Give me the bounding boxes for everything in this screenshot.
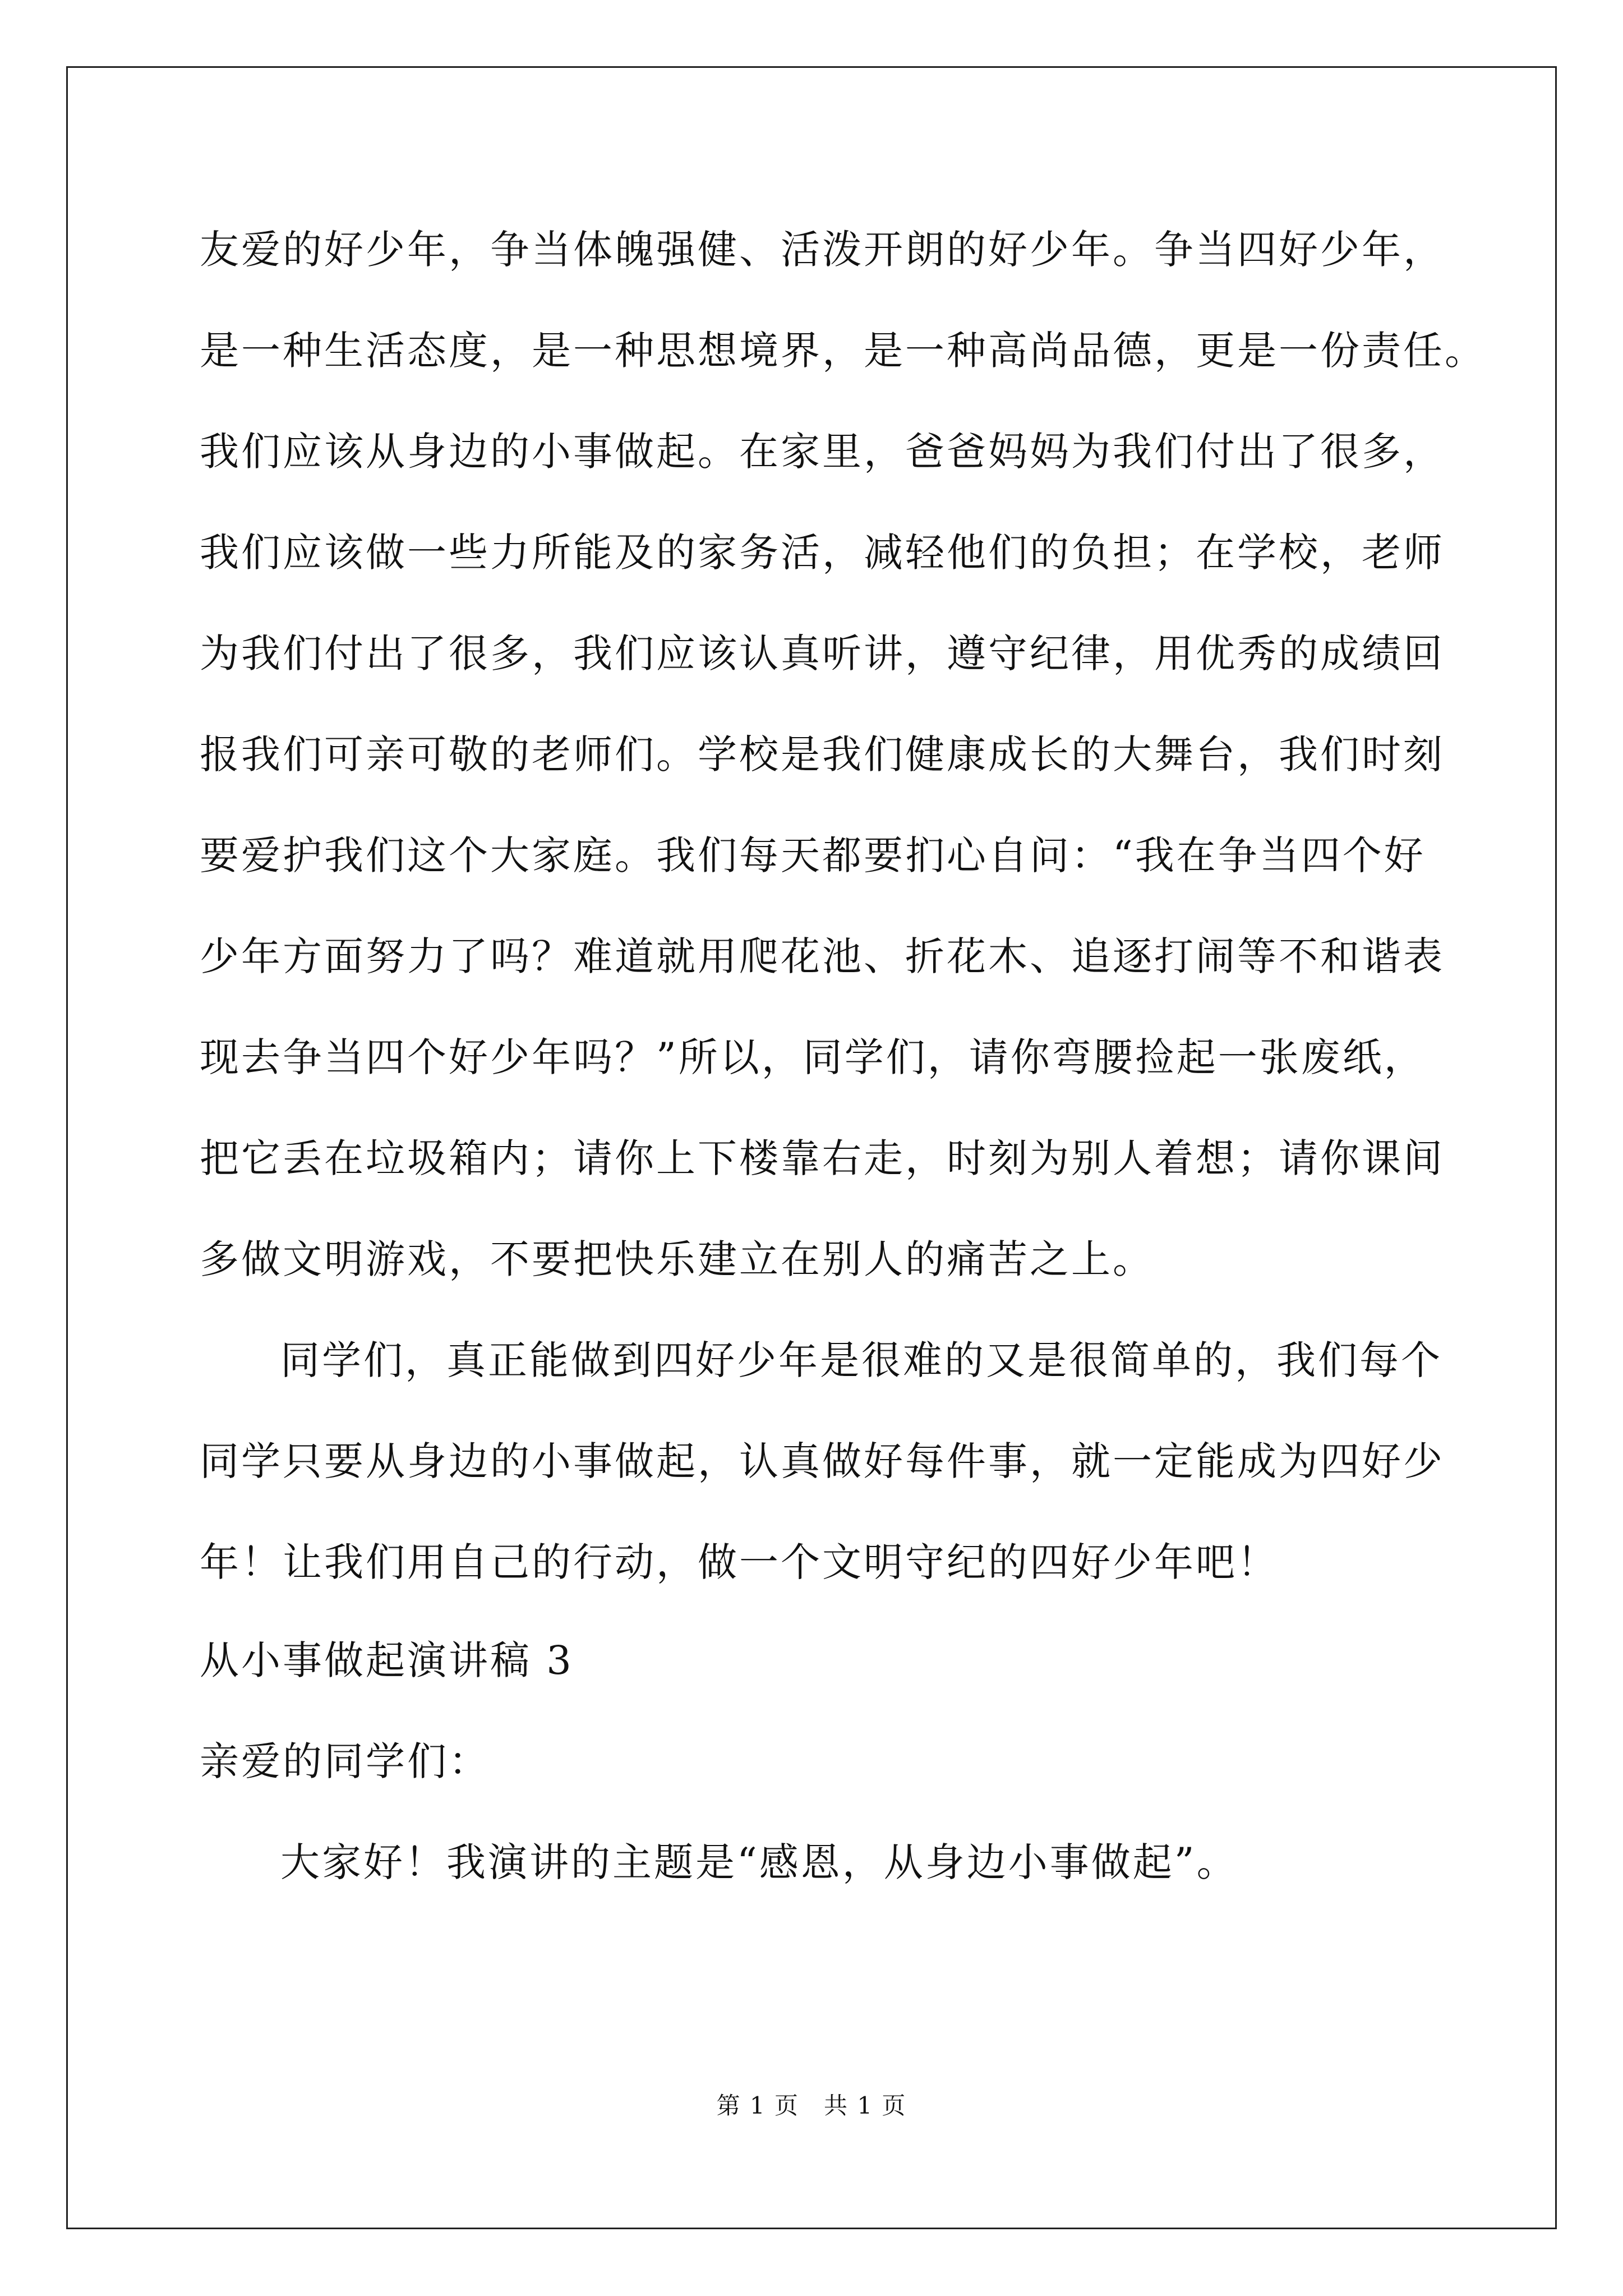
- body-line: 同学只要从身边的小事做起，认真做好每件事，就一定能成为四好少: [200, 1438, 1445, 1484]
- body-line: 把它丢在垃圾箱内；请你上下楼靠右走，时刻为别人着想；请你课间: [200, 1135, 1445, 1181]
- page-footer: 第 1 页 共 1 页: [716, 2092, 907, 2119]
- body-line: 报我们可亲可敬的老师们。学校是我们健康成长的大舞台，我们时刻: [200, 731, 1445, 777]
- body-line: 少年方面努力了吗？难道就用爬花池、折花木、追逐打闹等不和谐表: [200, 933, 1445, 979]
- body-line: 我们应该从身边的小事做起。在家里，爸爸妈妈为我们付出了很多，: [200, 429, 1445, 475]
- body-line: 为我们付出了很多，我们应该认真听讲，遵守纪律，用优秀的成绩回: [200, 631, 1445, 677]
- salutation: 亲爱的同学们：: [200, 1738, 490, 1784]
- body-line: 要爱护我们这个大家庭。我们每天都要扪心自问：“我在争当四个好: [200, 832, 1426, 878]
- body-line: 友爱的好少年，争当体魄强健、活泼开朗的好少年。争当四好少年，: [200, 227, 1445, 273]
- body-line: 现去争当四个好少年吗？”所以，同学们，请你弯腰捡起一张废纸，: [200, 1034, 1426, 1080]
- section-heading: 从小事做起演讲稿 3: [200, 1637, 574, 1683]
- paragraph-first-line: 同学们，真正能做到四好少年是很难的又是很简单的，我们每个: [280, 1337, 1442, 1383]
- paragraph-first-line: 大家好！我演讲的主题是“感恩，从身边小事做起”。: [280, 1839, 1238, 1885]
- body-line: 是一种生活态度，是一种思想境界，是一种高尚品德，更是一份责任。: [200, 328, 1486, 374]
- body-line: 我们应该做一些力所能及的家务活，减轻他们的负担；在学校，老师: [200, 530, 1445, 576]
- body-line: 年！让我们用自己的行动，做一个文明守纪的四好少年吧！: [200, 1539, 1279, 1585]
- body-line: 多做文明游戏，不要把快乐建立在别人的痛苦之上。: [200, 1236, 1154, 1282]
